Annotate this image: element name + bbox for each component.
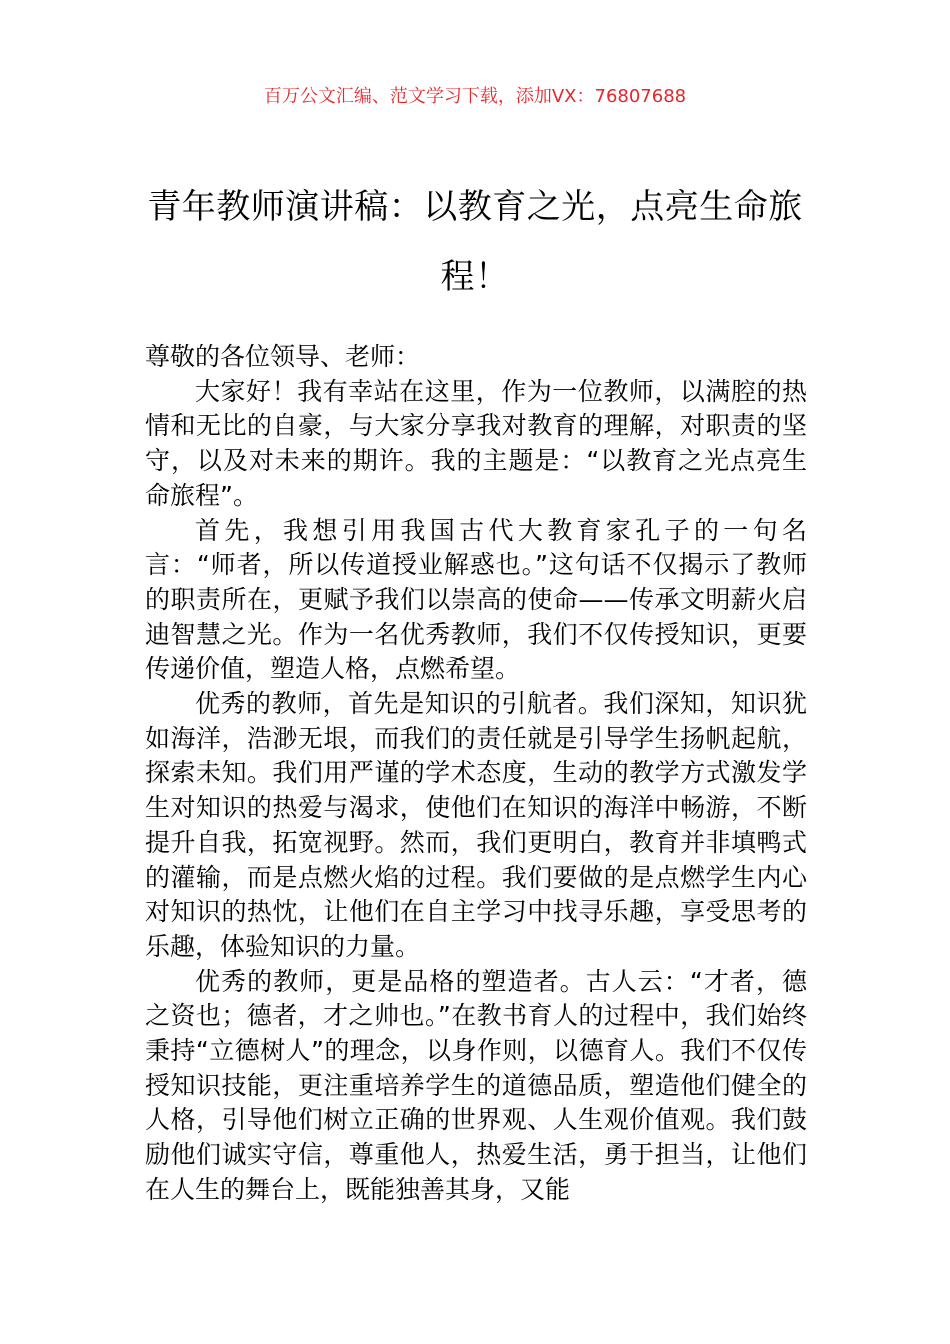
document-body <box>145 340 807 1208</box>
paragraph: 优秀的教师，更是品格的塑造者。古人云：“才者，德之资也；德者，才之帅也。”在教书育人的过程中，我们始终秉持“立德树人”的理念，以身作则，以德育人。我们不仅传授知识技能，更注重培养学生的道德品质，塑造他们健全的人格，引导他们树立正确的世界观、人生观价值观。我们鼓励他们诚实守信，尊重他人，热爱生活，勇于担当，让他们在人生的舞台上，既能独善其身，又能 <box>145 966 807 1204</box>
promo-banner: 百万公文汇编、范文学习下载，添加VX：76807688 <box>263 86 687 107</box>
paragraph: 大家好！我有幸站在这里，作为一位教师，以满腔的热情和无比的自豪，与大家分享我对教育的理解，对职责的坚守，以及对未来的期许。我的主题是：“以教育之光点亮生命旅程”。 <box>145 376 807 510</box>
salutation: 尊敬的各位领导、老师： <box>145 342 421 371</box>
document-title: 青年教师演讲稿：以教育之光，点亮生命旅程！ <box>147 187 803 297</box>
paragraph: 首先，我想引用我国古代大教育家孔子的一句名言：“师者，所以传道授业解惑也。”这句话不仅揭示了教师的职责所在，更赋予我们以崇高的使命——传承文明薪火启迪智慧之光。作为一名优秀教师，我们不仅传授知识，更要传递价值，塑造人格，点燃希望。 <box>145 515 807 684</box>
paragraph: 优秀的教师，首先是知识的引航者。我们深知，知识犹如海洋，浩渺无垠，而我们的责任就是引导学生扬帆起航，探索未知。我们用严谨的学术态度，生动的教学方式激发学生对知识的热爱与渴求，使他们在知识的海洋中畅游，不断提升自我，拓宽视野。然而，我们更明白，教育并非填鸭式的灌输，而是点燃火焰的过程。我们要做的是点燃学生内心对知识的热忱，让他们在自主学习中找寻乐趣，享受思考的乐趣，体验知识的力量。 <box>145 689 807 961</box>
